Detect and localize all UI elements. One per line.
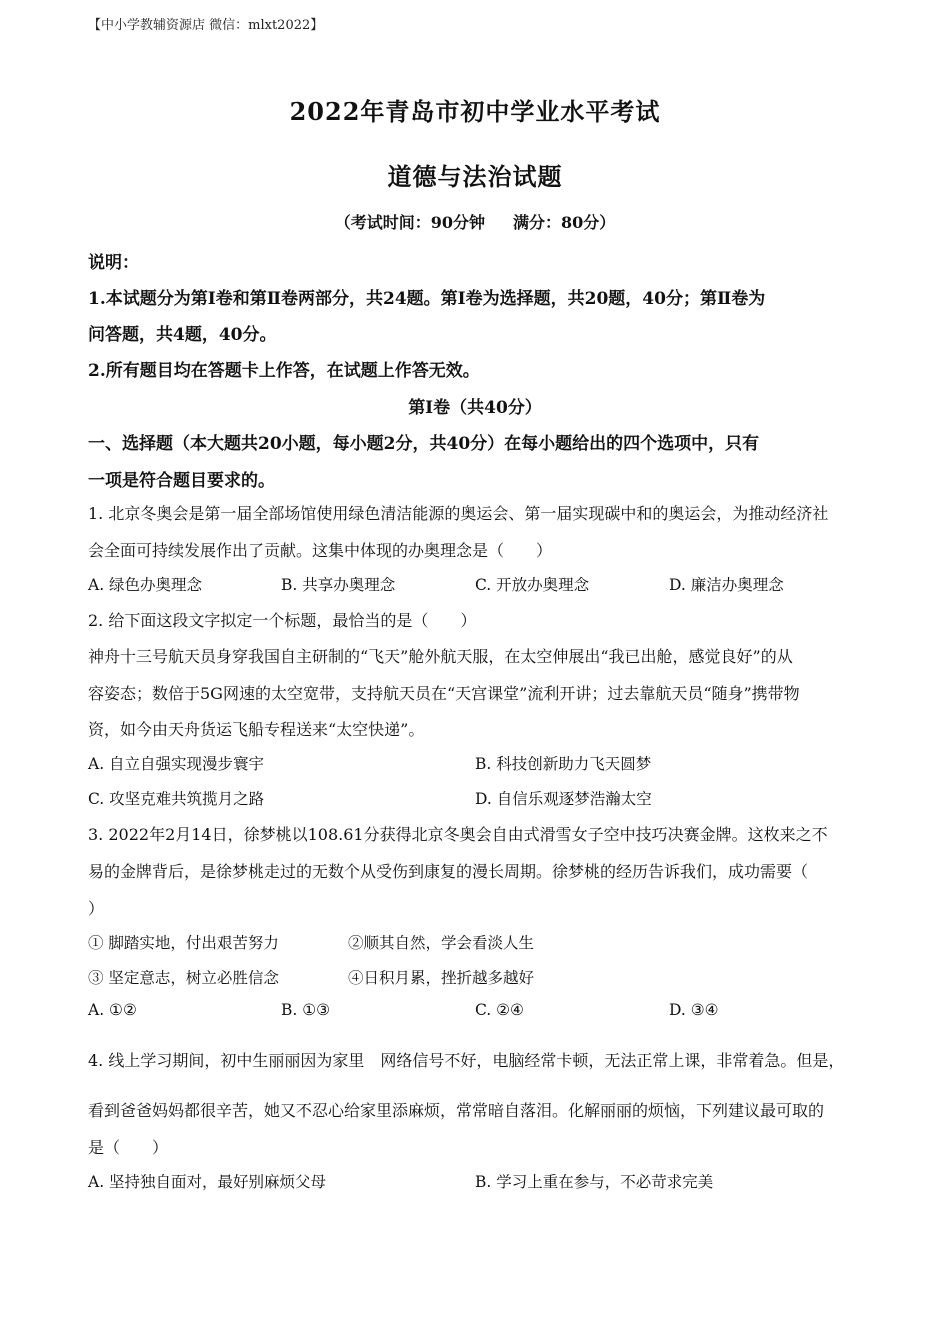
q3-option-b: B. ①③ bbox=[281, 1001, 331, 1019]
exam-title: 2022年青岛市初中学业水平考试 bbox=[289, 97, 661, 126]
q4-option-b: B. 学习上重在参与，不必苛求完美 bbox=[475, 1173, 714, 1191]
q3-line-3: ） bbox=[88, 899, 105, 918]
exam-score: 满分：80分） bbox=[513, 213, 616, 232]
part1-title: 第Ⅰ卷（共40分） bbox=[408, 398, 542, 418]
q2-line-2: 神舟十三号航天员身穿我国自主研制的“飞天”舱外航天服，在太空伸展出“我已出舱，感觉良好”的从 bbox=[88, 647, 793, 666]
exam-subtitle: 道德与法治试题 bbox=[387, 162, 563, 191]
q3-line-2: 易的金牌背后，是徐梦桃走过的无数个从受伤到康复的漫长周期。徐梦桃的经历告诉我们，成功需要（ bbox=[88, 862, 809, 881]
q2-option-b: B. 科技创新助力飞天圆梦 bbox=[475, 755, 652, 773]
exam-info bbox=[0, 210, 950, 233]
q2-line-1: 2. 给下面这段文字拟定一个标题，最恰当的是（ ） bbox=[88, 611, 477, 630]
section1-line-1: 一、选择题（本大题共20小题，每小题2分，共40分）在每小题给出的四个选项中，只有 bbox=[88, 434, 760, 454]
q3-line-1: 3. 2022年2月14日，徐梦桃以108.61分获得北京冬奥会自由式滑雪女子空中技巧决赛金牌。这枚来之不 bbox=[88, 825, 828, 844]
instructions-heading: 说明： bbox=[88, 253, 139, 273]
exam-time: （考试时间：90分钟 bbox=[334, 213, 485, 232]
q2-line-4: 资，如今由天舟货运飞船专程送来“太空快递”。 bbox=[88, 720, 425, 739]
q1-line-2: 会全面可持续发展作出了贡献。这集中体现的办奥理念是（ ） bbox=[88, 541, 553, 560]
q3-option-c: C. ②④ bbox=[475, 1001, 524, 1019]
q1-option-b: B. 共享办奥理念 bbox=[281, 576, 396, 594]
q3-statement-1: ① 脚踏实地，付出艰苦努力 bbox=[88, 934, 279, 952]
q3-statement-3: ③ 坚定意志，树立必胜信念 bbox=[88, 969, 279, 987]
q1-option-d: D. 廉洁办奥理念 bbox=[669, 576, 784, 594]
q2-option-d: D. 自信乐观逐梦浩瀚太空 bbox=[475, 790, 652, 808]
instruction-1-line-1: 1.本试题分为第Ⅰ卷和第Ⅱ卷两部分，共24题。第Ⅰ卷为选择题，共20题，40分；第Ⅱ卷为 bbox=[88, 289, 766, 309]
q3-statement-2: ②顺其自然，学会看淡人生 bbox=[348, 934, 535, 952]
q2-line-3: 容姿态；数倍于5G网速的太空宽带，支持航天员在“天宫课堂”流利开讲；过去靠航天员“随身”携带物 bbox=[88, 684, 800, 703]
q4-option-a: A. 坚持独自面对，最好别麻烦父母 bbox=[88, 1173, 327, 1191]
section1-line-2: 一项是符合题目要求的。 bbox=[88, 471, 275, 491]
instruction-2: 2.所有题目均在答题卡上作答，在试题上作答无效。 bbox=[88, 361, 480, 381]
q1-option-a: A. 绿色办奥理念 bbox=[88, 576, 203, 594]
q2-option-c: C. 攻坚克难共筑揽月之路 bbox=[88, 790, 265, 808]
q1-option-c: C. 开放办奥理念 bbox=[475, 576, 590, 594]
q1-line-1: 1. 北京冬奥会是第一届全部场馆使用绿色清洁能源的奥运会、第一届实现碳中和的奥运会，为推动经济社 bbox=[88, 504, 829, 523]
q4-line-2: 看到爸爸妈妈都很辛苦，她又不忍心给家里添麻烦，常常暗自落泪。化解丽丽的烦恼，下列建议最可取的 bbox=[88, 1101, 825, 1120]
instruction-1-line-2: 问答题，共4题，40分。 bbox=[88, 325, 277, 345]
q4-line-3: 是（ ） bbox=[88, 1138, 169, 1157]
q3-option-d: D. ③④ bbox=[669, 1001, 719, 1019]
q3-option-a: A. ①② bbox=[88, 1001, 137, 1019]
q4-line-1: 4. 线上学习期间，初中生丽丽因为家里 网络信号不好，电脑经常卡顿，无法正常上课，非常着急。但是， bbox=[88, 1051, 845, 1070]
q2-option-a: A. 自立自强实现漫步寰宇 bbox=[88, 755, 265, 773]
watermark: 【中小学教辅资源店 微信：mlxt2022】 bbox=[88, 18, 324, 33]
q3-statement-4: ④日积月累，挫折越多越好 bbox=[348, 969, 535, 987]
